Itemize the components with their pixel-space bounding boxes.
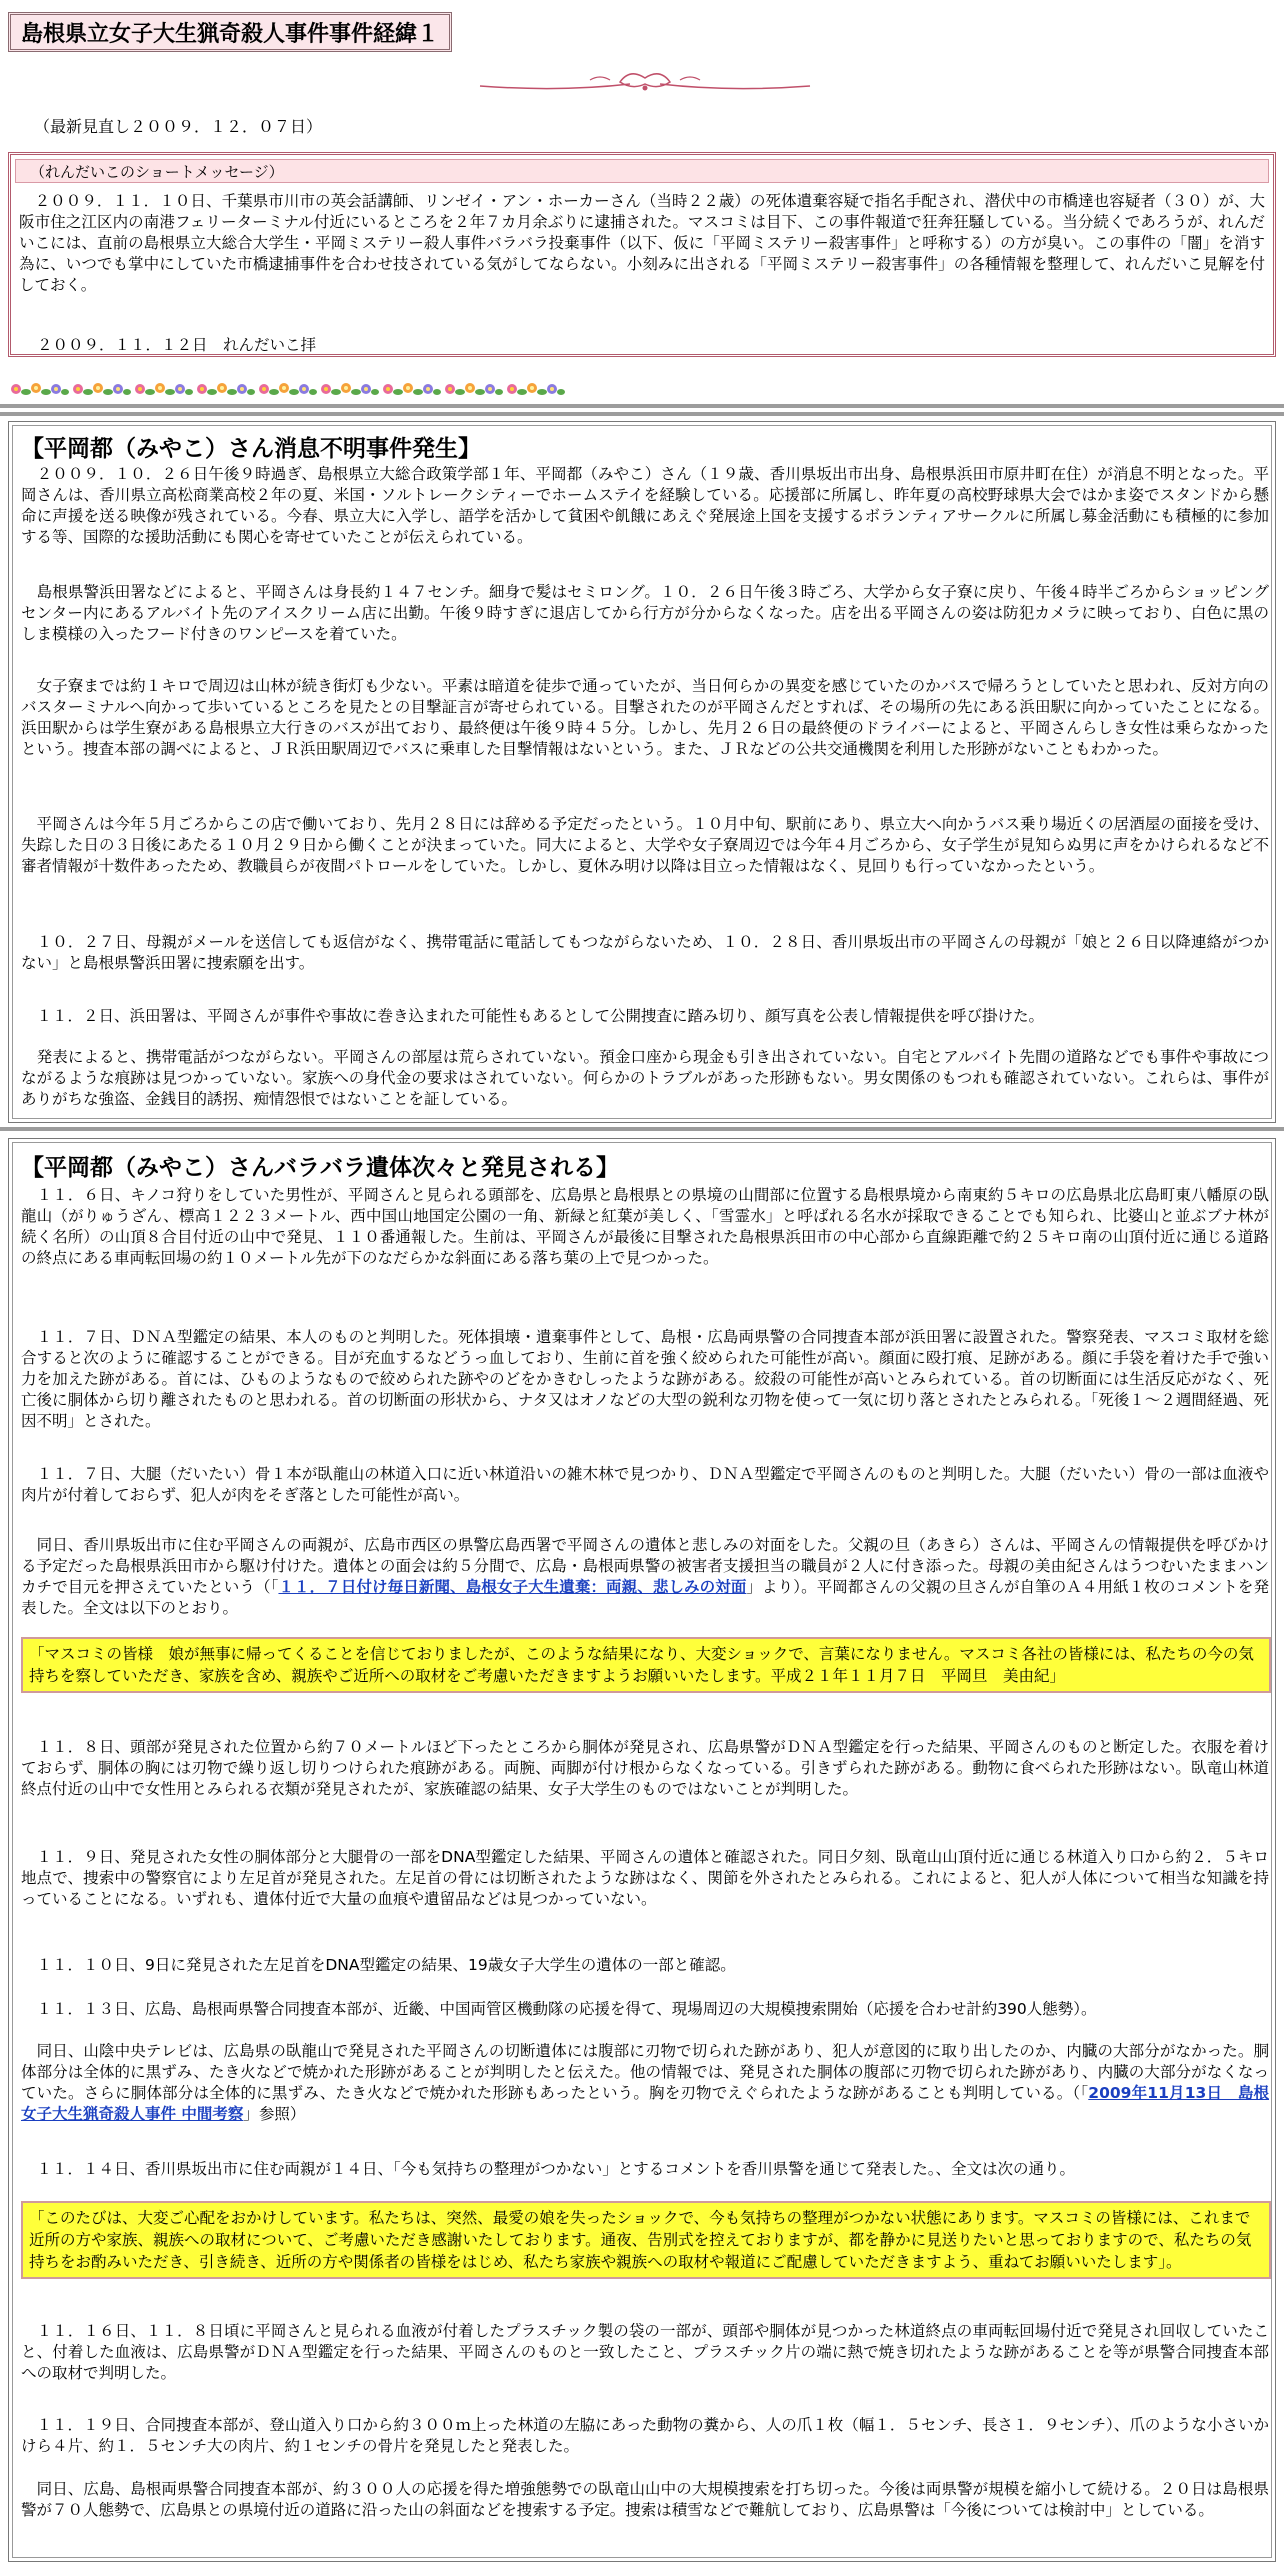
news-article-link[interactable]: １１．７日付け毎日新聞、島根女子大生遺棄：両親、悲しみの対面	[278, 1578, 747, 1596]
paragraph: ２００９．１０．２６日午後９時過ぎ、島根県立大総合政策学部１年、平岡都（みやこ）さん（１９歳、香川県坂出市出身、島根県浜田市原井町在住）が消息不明となった。平岡さんは、香川県立高松商業高校２年の夏、米国・ソルトレークシティーでホームステイを経験している。応援部に所属し、昨年夏の高校野球県大会ではかま姿でスタンドから懸命に声援を送る映像が残されている。今春、県立大に入学し、語学を活かして貧困や飢餓にあえぐ発展途上国を支援するボランティアサークルに所属し募金活動にも積極的に参加する等、国際的な援助活動にも関心を寄せていたことが伝えられている。	[21, 465, 1269, 546]
paragraph: 同日、広島、島根両県警合同捜査本部が、約３００人の応援を得た増強態勢での臥竜山山中の大規模捜索を打ち切った。今後は両県警が規模を縮小して続ける。２０日は島根県警が７０人態勢で、広島県との県境付近の道路に沿った山の斜面などを捜索する予定。捜索は積雪などで難航しており、広島県警は「今後については検討中」としている。	[21, 2480, 1269, 2519]
short-message-header: （れんだいこのショートメッセージ）	[15, 159, 1269, 183]
paragraph: 平岡さんは今年５月ごろからこの店で働いており、先月２８日には辞める予定だったという。１０月中旬、駅前にあり、県立大へ向かうバス乗り場近くの居酒屋の面接を受け、失踪した日の３日後にあたる１０月２９日から働くことが決まっていた。同大によると、大学や女子寮周辺では今年４月ごろから、女子学生が見知らぬ男に声をかけられるなど不審者情報が十数件あったため、教職員らが夜間パトロールをしていた。しかし、夏休み明け以降は目立った情報はなく、見回りも行っていなかったという。	[21, 815, 1269, 875]
paragraph: １１．８日、頭部が発見された位置から約７０メートルほど下ったところから胴体が発見され、広島県警がＤＮＡ型鑑定を行った結果、平岡さんのものと断定した。衣服を着けておらず、胴体の胸には刃物で繰り返し切りつけられた痕跡がある。両腕、両脚が付け根からなくなっている。引きずられた跡がある。動物に食べられた形跡はない。臥竜山林道終点付近の山中で女性用とみられる衣類が発見されたが、家族確認の結果、女子大学生のものではないことが判明した。	[21, 1738, 1269, 1798]
paragraph: １１．１０日、9日に発見された左足首をDNA型鑑定の結果、19歳女子大学生の遺体の一部と確認。	[21, 1956, 736, 1974]
paragraph-text: 」より）。平岡都さんの父親の旦さんが自筆のＡ４用紙１枚のコメントを発表した。全文は以下のとおり。	[21, 1578, 1269, 1617]
short-message-body: ２００９．１１．１０日、千葉県市川市の英会話講師、リンゼイ・アン・ホーカーさん（当時２２歳）の死体遺棄容疑で指名手配され、潜伏中の市橋達也容疑者（３０）が、大阪市住之江区内の南港フェリーターミナル付近にいるところを２年７カ月余ぶりに逮捕された。マスコミは目下、この事件報道で狂奔狂騒している。当分続くであろうが、れんだいこには、直前の島根県立大総合大学生・平岡ミステリー殺人事件バラバラ投棄事件（以下、仮に「平岡ミステリー殺害事件」と呼称する）の方が臭い。この事件の「闇」を消す為に、いつでも掌中にしていた市橋逮捕事件を合わせ技されている気がしてならない。小刻みに出される「平岡ミステリー殺害事件」の各種情報を整理して、れんだいこ見解を付しておく。	[19, 192, 1265, 294]
parents-comment-quote: 「マスコミの皆様 娘が無事に帰ってくることを信じておりましたが、このような結果になり、大変ショックで、言葉になりません。マスコミ各社の皆様には、私たちの今の気持ちを察していただき、家族を含め、親族やご近所への取材をご考慮いただきますようお願いいたします。平成２１年１１月７日 平岡旦 美由紀」	[21, 1637, 1271, 1693]
divider-line	[0, 404, 1284, 408]
paragraph-text: 同日、山陰中央テレビは、広島県の臥龍山で発見された平岡さんの切断遺体には腹部に刃物で切られた跡があり、犯人が意図的に取り出したのか、内臓の大部分がなかった。胴体部分は全体的に黒ずみ、たき火などで焼かれた形跡があることが判明したと伝えた。他の情報では、発見された胴体の腹部に刃物で切られた跡があり、内臓の大部分がなくなっていた。さらに胴体部分は全体的に黒ずみ、たき火などで焼かれた形跡もあったという。胸を刃物でえぐられたような跡があることも判明している。（「	[21, 2042, 1269, 2102]
section-title: 【平岡都（みやこ）さん消息不明事件発生】	[21, 436, 481, 462]
section-disappearance	[8, 421, 1276, 1123]
paragraph-text: 同日、香川県坂出市に住む平岡さんの両親が、広島市西区の県警広島西署で平岡さんの遺体と悲しみの対面をした。父親の旦（あきら）さんは、平岡さんの情報提供を呼びかける予定だった島根県浜田市から駆け付けた。遺体との面会は約５分間で、広島・島根両県警の被害者支援担当の職員が２人に付き添った。母親の美由紀さんはうつむいたままハンカチで目元を押さえていたという（「	[21, 1536, 1269, 1596]
paragraph: １１．１４日、香川県坂出市に住む両親が１４日、「今も気持ちの整理がつかない」とするコメントを香川県警を通じて発表した。、全文は次の通り。	[21, 2160, 1076, 2178]
paragraph: １０．２７日、母親がメールを送信しても返信がなく、携帯電話に電話してもつながらないため、１０．２８日、香川県坂出市の平岡さんの母親が「娘と２６日以降連絡がつかない」と島根県警浜田署に捜索願を出す。	[21, 933, 1269, 972]
interim-analysis-link[interactable]: 2009年11月13日 島根女子大生猟奇殺人事件 中間考察	[21, 2084, 1270, 2123]
page-title-box	[8, 12, 452, 52]
paragraph: 島根県警浜田署などによると、平岡さんは身長約１４７センチ。細身で髪はセミロング。１０．２６日午後３時ごろ、大学から女子寮に戻り、午後４時半ごろからショッピングセンター内にあるアルバイト先のアイスクリーム店に出勤。午後９時すぎに退店してから行方が分からなくなった。店を出る平岡さんの姿は防犯カメラに映っており、白色に黒のしま模様の入ったフード付きのワンピースを着ていた。	[21, 583, 1269, 643]
section-title: 【平岡都（みやこ）さんバラバラ遺体次々と発見される】	[21, 1155, 619, 1181]
paragraph: １１．９日、発見された女性の胴体部分と大腿骨の一部をDNA型鑑定した結果、平岡さんの遺体と確認された。同日夕刻、臥竜山山頂付近に通じる林道入り口から約２．５キロ地点で、捜索中の警察官により左足首が発見された。左足首の骨には切断されたような跡はなく、関節を外されたとみられる。これによると、犯人が人体について相当な知識を持っていることになる。いずれも、遺体付近で大量の血痕や遺留品などは見つかっていない。	[21, 1848, 1269, 1908]
parents-statement-quote: 「このたびは、大変ご心配をおかけしています。私たちは、突然、最愛の娘を失ったショックで、今も気持ちの整理がつかない状態にあります。マスコミの皆様には、これまで近所の方や家族、親族への取材について、ご考慮いただき感謝いたしております。通夜、告別式を控えておりますが、都を静かに見送りたいと思っておりますので、私たちの気持ちをお酌みいただき、引き続き、近所の方や関係者の皆様をはじめ、私たち家族や親族への取材や報道にご配慮していただきますよう、重ねてお願いいたします」。	[21, 2201, 1271, 2279]
paragraph: 発表によると、携帯電話がつながらない。平岡さんの部屋は荒らされていない。預金口座から現金も引き出されていない。自宅とアルバイト先間の道路などでも事件や事故につながるような痕跡は見つかっていない。家族への身代金の要求はされていない。何らかのトラブルがあった形跡もない。男女関係のもつれも確認されていない。これらは、事件がありがちな強盗、金銭目的誘拐、痴情怨恨ではないことを証している。	[21, 1048, 1269, 1108]
flower-border-decoration	[8, 378, 568, 400]
paragraph: １１．１３日、広島、島根両県警合同捜査本部が、近畿、中国両管区機動隊の応援を得て、現場周辺の大規模捜索開始（応援を合わせ計約390人態勢）。	[21, 2000, 1097, 2018]
short-message-box	[8, 152, 1276, 357]
paragraph-text: 」参照）	[243, 2105, 306, 2123]
divider-line	[0, 412, 1284, 416]
paragraph: １１．７日、大腿（だいたい）骨１本が臥龍山の林道入口に近い林道沿いの雑木林で見つかり、ＤＮＡ型鑑定で平岡さんのものと判明した。大腿（だいたい）骨の一部は血液や肉片が付着しておらず、犯人が肉をそぎ落とした可能性が高い。	[21, 1465, 1269, 1504]
divider-line	[0, 1127, 1284, 1131]
paragraph: １１．７日、ＤＮＡ型鑑定の結果、本人のものと判明した。死体損壊・遺棄事件として、島根・広島両県警の合同捜査本部が浜田署に設置された。警察発表、マスコミ取材を総合すると次のように確認することができる。目が充血するなどうっ血しており、生前に首を強く絞められた可能性が高い。顔面に殴打痕、足跡がある。顔に手袋を着けた手で強い力を加えた跡がある。首には、ひものようなもので絞められた跡やのどをかきむしったような跡がある。絞殺の可能性が高いとみられている。首の切断面には生活反応がなく、死亡後に胴体から切り離されたものと思われる。首の切断面の形状から、ナタ又はオノなどの大型の鋭利な刃物を使って一気に切り落とされたとみられる。「死後１～２週間経過、死因不明」とされた。	[21, 1328, 1269, 1430]
revised-date: （最新見直し２００９．１２．０７日）	[34, 117, 323, 136]
paragraph	[21, 2041, 1269, 2125]
paragraph	[21, 1535, 1269, 1619]
paragraph: 女子寮までは約１キロで周辺は山林が続き街灯も少ない。平素は暗道を徒歩で通っていたが、当日何らかの異変を感じていたのかバスで帰ろうとしていたと思われ、反対方向のバスターミナルへ向かって歩いているところを見たとの目撃証言が寄せられている。目撃されたのが平岡さんだとすれば、その場所の先にある浜田駅に向かっていたことになる。浜田駅からは学生寮がある島根県立大行きのバスが出ており、最終便は午後９時４５分。しかし、先月２６日の最終便のドライバーによると、平岡さんらしき女性は乗らなかったという。捜査本部の調べによると、ＪＲ浜田駅周辺でバスに乗車した目撃情報はないという。また、ＪＲなどの公共交通機関を利用した形跡がないこともわかった。	[21, 677, 1269, 758]
paragraph: １１．２日、浜田署は、平岡さんが事件や事故に巻き込まれた可能性もあるとして公開捜査に踏み切り、顔写真を公表し情報提供を呼び掛けた。	[21, 1007, 1045, 1025]
paragraph: １１．１６日、１１．８日頃に平岡さんと見られる血液が付着したプラスチック製の袋の一部が、頭部や胴体が見つかった林道終点の車両転回場付近で発見され回収していたこと、付着した血液は、広島県警がＤＮＡ型鑑定を行った結果、平岡さんのものと一致したこと、プラスチック片の端に熱で焼き切れたような跡があることを等が県警合同捜査本部への取材で判明した。	[21, 2322, 1269, 2382]
section-remains-found	[8, 1138, 1276, 2562]
page-title: 島根県立女子大生猟奇殺人事件事件経緯１	[21, 21, 440, 47]
paragraph: １１．６日、キノコ狩りをしていた男性が、平岡さんと見られる頭部を、広島県と島根県との県境の山間部に位置する島根県境から南東約５キロの広島県北広島町東八幡原の臥龍山（がりゅうざん、標高１２２３メートル、西中国山地国定公園の一角、新緑と紅葉が美しく、「雪霊水」と呼ばれる名水が採取できることでも知られ、比婆山と並ぶブナ林が続く名所）の山頂８合目付近の山中で発見、１１０番通報した。生前は、平岡さんが最後に目撃された島根県浜田市の中心部から直線距離で約２５キロ南の山頂付近に通じる道路の終点にある車両転回場の約１０メートル先が下のなだらかな斜面にある落ち葉の上で見つかった。	[21, 1186, 1269, 1267]
paragraph: １１．１９日、合同捜査本部が、登山道入り口から約３００ｍ上った林道の左脇にあった動物の糞から、人の爪１枚（幅１．５センチ、長さ１．９センチ）、爪のような小さいかけら４片、約１．５センチ大の肉片、約１センチの骨片を発見したと発表した。	[21, 2416, 1269, 2455]
ornament-divider	[470, 64, 820, 100]
short-message-signature: ２００９．１１．１２日 れんだいこ拝	[37, 336, 317, 354]
